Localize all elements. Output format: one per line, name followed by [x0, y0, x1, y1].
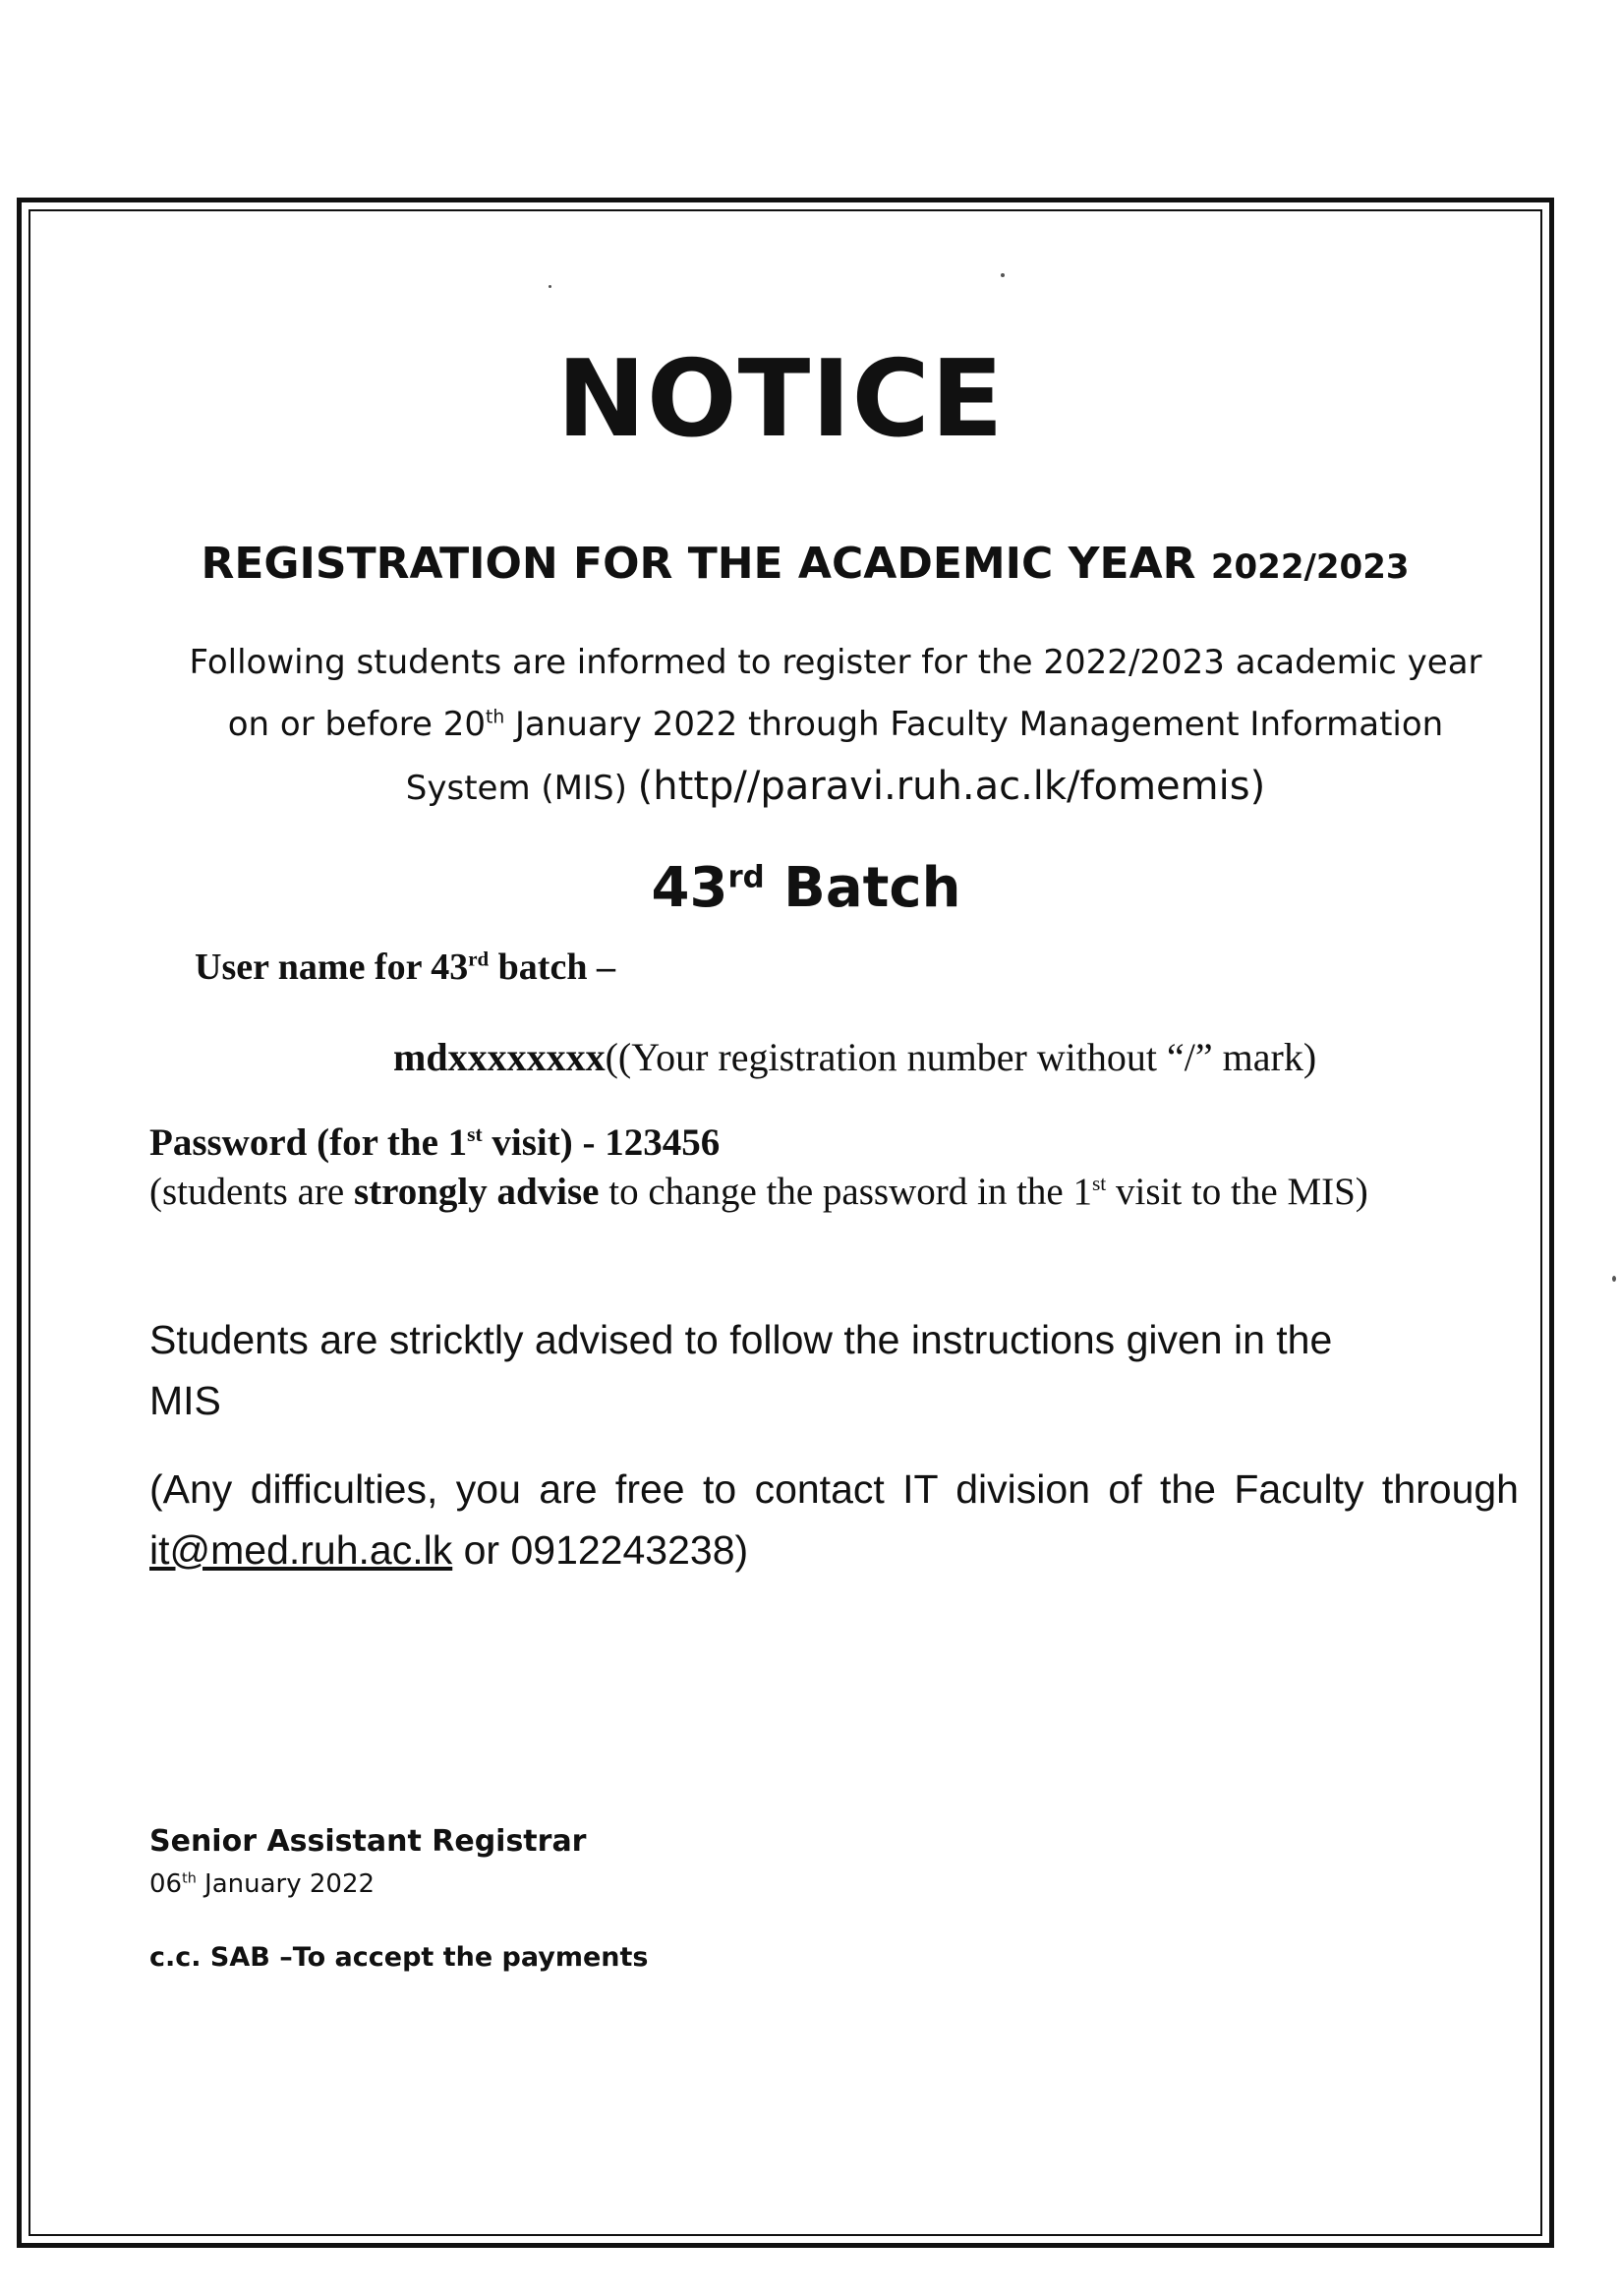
contact-paragraph: (Any difficulties, you are free to contact IT division of the Faculty through it@med.ruh.ac.lk or 0912243238) [149, 1466, 1519, 1573]
intro-line-1: Following students are informed to register for the 2022/2023 academic year [189, 643, 1482, 682]
subtitle-year: 2022/2023 [1210, 547, 1410, 587]
scan-speck [1612, 1276, 1616, 1282]
signature-date: 06th January 2022 [149, 1869, 376, 1899]
signatory-title: Senior Assistant Registrar [149, 1824, 587, 1859]
username-value [393, 1034, 1316, 1080]
inner-border [29, 209, 1542, 2236]
notice-title: NOTICE [556, 338, 1005, 461]
email-link[interactable]: it@med.ruh.ac.lk [149, 1527, 453, 1573]
mis-url: (http//paravi.ruh.ac.lk/fomemis) [637, 764, 1266, 809]
intro-line-2: on or before 20th January 2022 through Faculty Management Information [227, 705, 1444, 744]
username-note: ((Your registration number without “/” mark) [605, 1035, 1317, 1079]
username-label: User name for 43rd batch – [195, 947, 615, 988]
intro-line-3: System (MIS) (http//paravi.ruh.ac.lk/fomemis) [405, 764, 1266, 809]
instructions-line-2: MIS [149, 1378, 221, 1423]
password-label: Password (for the 1st visit) - 123456 [149, 1121, 721, 1164]
instructions-paragraph [149, 1309, 1526, 1431]
notice-subtitle [0, 539, 1615, 591]
scan-speck [549, 285, 551, 288]
cc-line: c.c. SAB –To accept the payments [149, 1942, 649, 1973]
intro-paragraph [138, 632, 1533, 820]
instructions-line-1: Students are stricktly advised to follow the instructions given in the [149, 1317, 1333, 1362]
subtitle-text: REGISTRATION FOR THE ACADEMIC YEAR [201, 539, 1196, 589]
username-format: mdxxxxxxxx [393, 1035, 606, 1079]
batch-heading: 43rd Batch [651, 856, 961, 920]
scan-speck [1001, 273, 1005, 277]
password-note: (students are strongly advise to change the password in the 1st visit to the MIS) [149, 1171, 1368, 1213]
